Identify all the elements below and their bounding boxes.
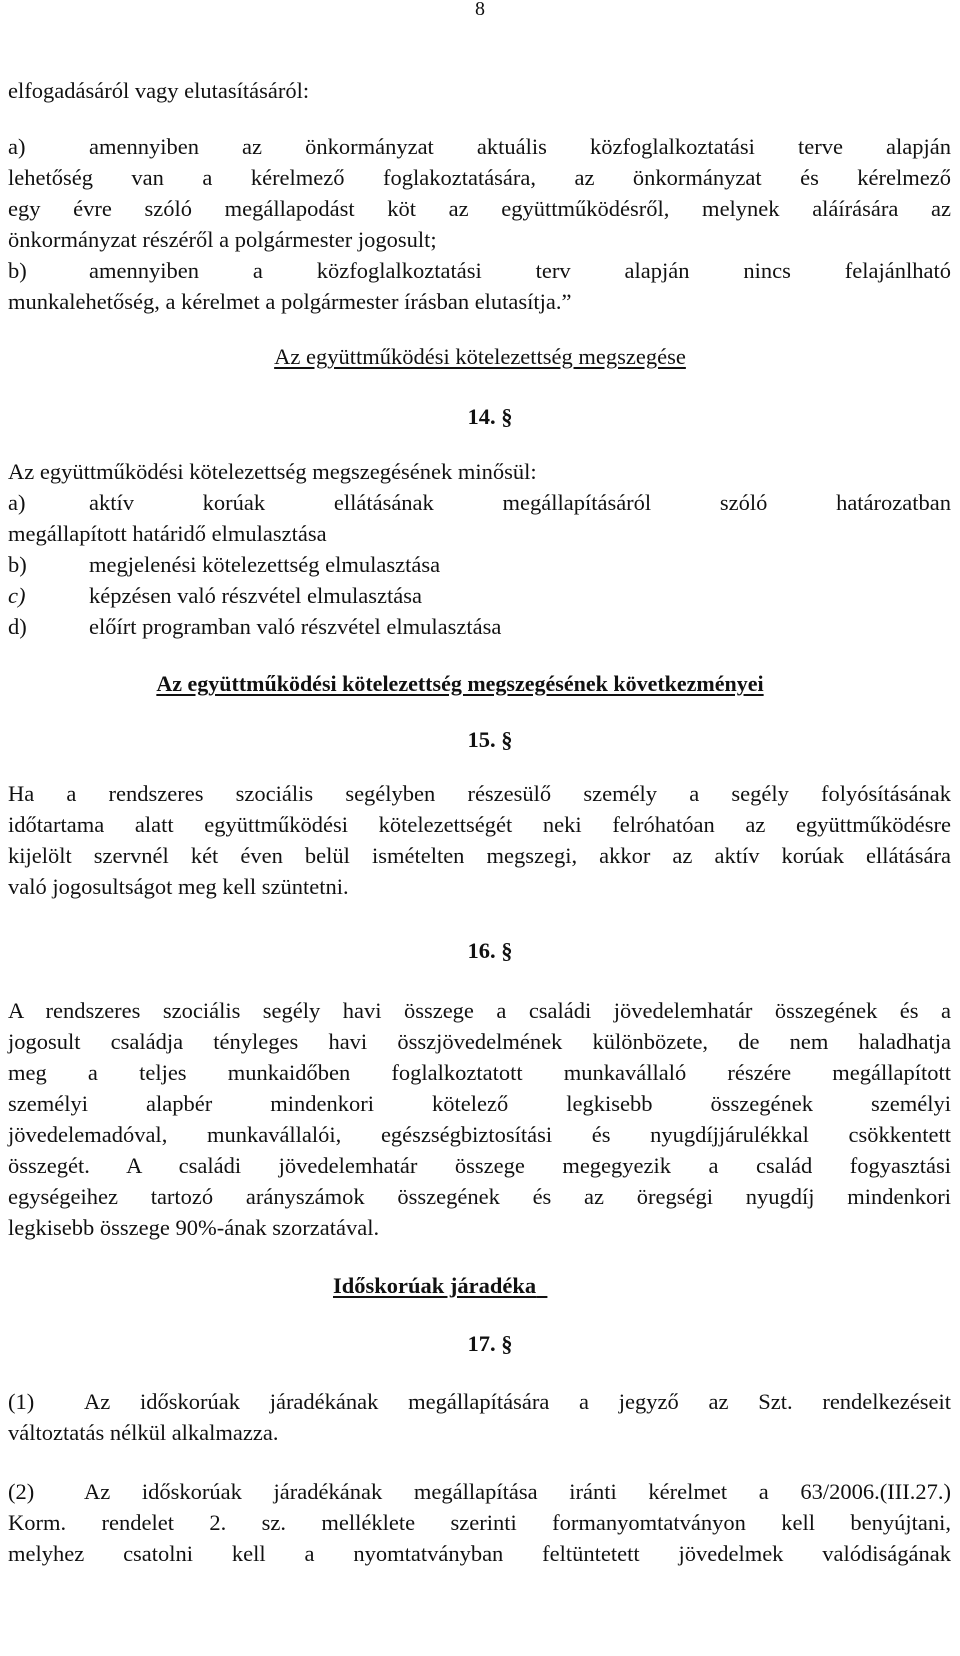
s16-line: A rendszeres szociális segély havi összege a családi jövedelemhatár összegének és a bbox=[8, 998, 951, 1023]
list-label-b: b) bbox=[8, 258, 27, 283]
s14-list-text: előírt programban való részvétel elmulasztása bbox=[89, 614, 502, 639]
s14-list-text: képzésen való részvétel elmulasztása bbox=[89, 583, 422, 608]
s15-line: kijelölt szervnél két éven belül ismételten megszegi, akkor az aktív korúak ellátására bbox=[8, 843, 951, 868]
s17-p2-label: (2) bbox=[8, 1479, 35, 1504]
s17-p2-first bbox=[8, 1477, 951, 1507]
s14-list-item bbox=[8, 550, 440, 580]
heading3-text: Időskorúak járadéka bbox=[333, 1273, 537, 1298]
s16-line: jövedelemadóval, munkavállalói, egészségbiztosítási és nyugdíjjárulékkal csökkentett bbox=[8, 1122, 951, 1147]
section-number: 15. § bbox=[467, 727, 513, 752]
section-number: 17. § bbox=[467, 1331, 513, 1356]
s16-line: jogosult családja tényleges havi összjövedelmének különbözete, de nem haladhatja bbox=[8, 1029, 951, 1054]
section-heading: Az együttműködési kötelezettség megszegése bbox=[274, 344, 686, 369]
section-number: 14. § bbox=[467, 404, 513, 429]
s14-list-text: megjelenési kötelezettség elmulasztása bbox=[89, 552, 441, 577]
s14-list-item bbox=[8, 581, 422, 611]
section-heading bbox=[333, 1271, 547, 1301]
s17-p2-line: Korm. rendelet 2. sz. melléklete szerinti formanyomtatványon kell benyújtani, bbox=[8, 1510, 951, 1535]
section-number: 16. § bbox=[467, 938, 513, 963]
s14-list-item-cont: megállapított határidő elmulasztása bbox=[8, 521, 327, 546]
section-heading: Az együttműködési kötelezettség megszegésének következményei bbox=[156, 671, 764, 696]
s17-p1-last: változtatás nélkül alkalmazza. bbox=[8, 1420, 279, 1445]
s17-p2-line: melyhez csatolni kell a nyomtatványban feltüntetett jövedelmek valódiságának bbox=[8, 1541, 951, 1566]
s14-list-label: d) bbox=[8, 614, 27, 639]
list-item-a-line: egy évre szóló megállapodást köt az együttműködésről, melynek aláírására az bbox=[8, 196, 951, 221]
s17-p1-text: Az időskorúak járadékának megállapítására a jegyző az Szt. rendelkezéseit bbox=[84, 1389, 951, 1414]
list-label-a: a) bbox=[8, 134, 26, 159]
s17-p1-first bbox=[8, 1387, 951, 1417]
s16-line: személyi alapbér mindenkori kötelező legkisebb összegének személyi bbox=[8, 1091, 951, 1116]
s16-line: egységeihez tartozó arányszámok összegének és az öregségi nyugdíj mindenkori bbox=[8, 1184, 951, 1209]
s16-line: meg a teljes munkaidőben foglalkoztatott munkavállaló részére megállapított bbox=[8, 1060, 951, 1085]
s14-list-label: c) bbox=[8, 583, 26, 608]
list-item-a-line: lehetőség van a kérelmező foglakoztatására, az önkormányzat és kérelmező bbox=[8, 165, 951, 190]
list-item-a-text: amennyiben az önkormányzat aktuális közfoglalkoztatási terve alapján bbox=[89, 134, 951, 159]
s14-list-item bbox=[8, 488, 951, 518]
s16-line: összegét. A családi jövedelemhatár összege megegyezik a család fogyasztási bbox=[8, 1153, 951, 1178]
list-item-b-text: amennyiben a közfoglalkoztatási terv alapján nincs felajánlható bbox=[89, 258, 951, 283]
list-item-a-first bbox=[8, 132, 951, 162]
s15-line: időtartama alatt együttműködési kötelezettségét neki felróhatóan az együttműködésre bbox=[8, 812, 951, 837]
s17-p1-label: (1) bbox=[8, 1389, 35, 1414]
list-item-a-last: önkormányzat részéről a polgármester jogosult; bbox=[8, 227, 437, 252]
s15-last-line: való jogosultságot meg kell szüntetni. bbox=[8, 874, 349, 899]
s14-list-item bbox=[8, 612, 501, 642]
list-item-b-first bbox=[8, 256, 951, 286]
list-item-b-last: munkalehetőség, a kérelmet a polgármester írásban elutasítja.” bbox=[8, 289, 572, 314]
s16-last-line: legkisebb összege 90%-ának szorzatával. bbox=[8, 1215, 380, 1240]
s14-list-label: b) bbox=[8, 552, 27, 577]
s17-p2-text: Az időskorúak járadékának megállapítása iránti kérelmet a 63/2006.(III.27.) bbox=[84, 1479, 951, 1504]
s14-list-text: aktív korúak ellátásának megállapításáról szóló határozatban bbox=[89, 490, 951, 515]
s15-line: Ha a rendszeres szociális segélyben részesülő személy a segély folyósításának bbox=[8, 781, 951, 806]
section-14-intro: Az együttműködési kötelezettség megszegésének minősül: bbox=[8, 459, 537, 484]
page-number: 8 bbox=[475, 0, 485, 20]
intro-line: elfogadásáról vagy elutasításáról: bbox=[8, 78, 310, 103]
s14-list-label: a) bbox=[8, 490, 26, 515]
